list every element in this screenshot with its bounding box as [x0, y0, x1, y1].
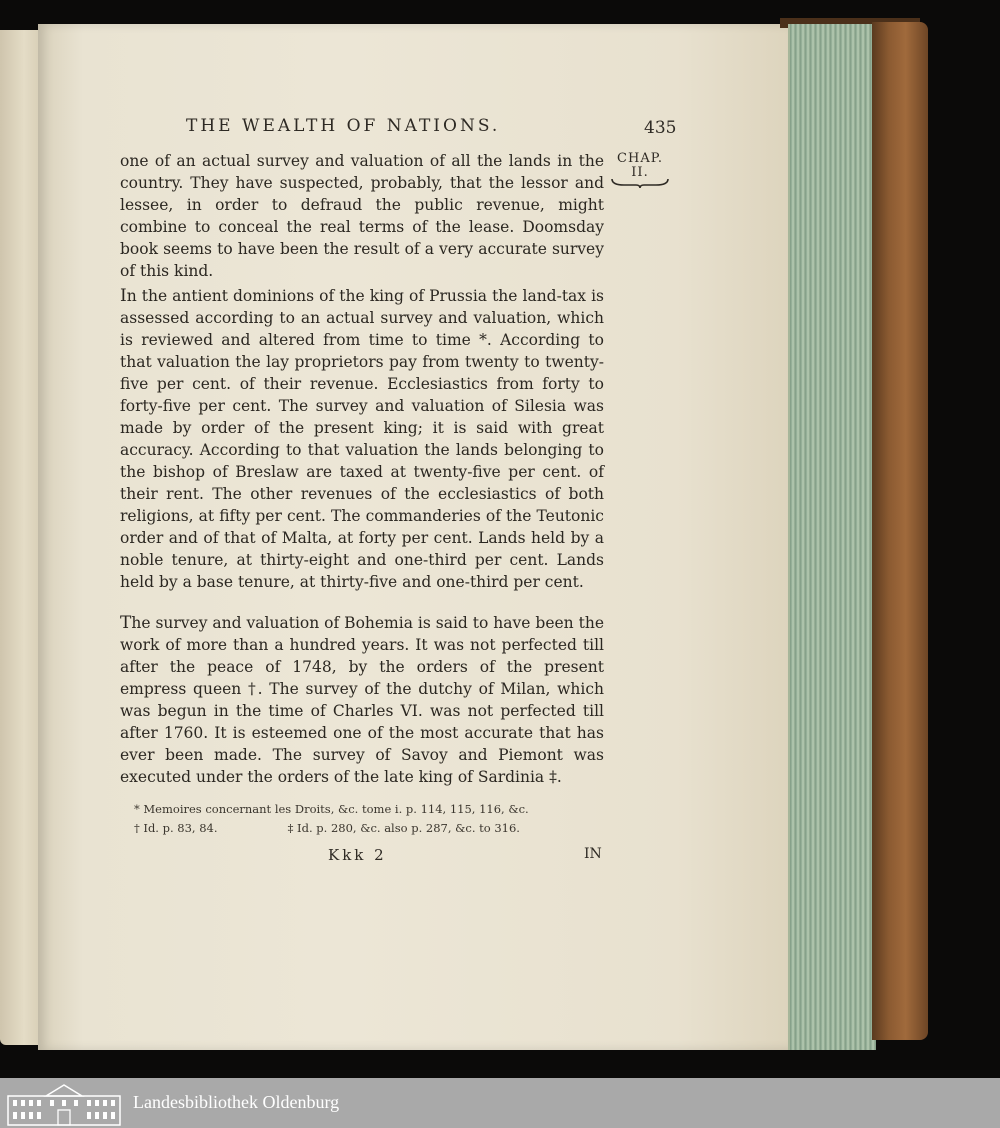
footnote-2: † Id. p. 83, 84. [134, 821, 218, 835]
footnote-line-2 [134, 819, 614, 838]
facing-page-edge [0, 30, 40, 1045]
paragraph-1: one of an actual survey and valuation of all the lands in the country. They have suspected, probably, that the lessor and lessee, in order to defraud the public revenue, might combine to conceal the real terms of the lease. Doomsday book seems to have been the result of a very accurate survey of this kind. [120, 152, 604, 280]
library-building-icon [6, 1082, 122, 1126]
footnotes [134, 800, 614, 838]
margin-note-number: II. [631, 165, 649, 180]
footnote-1: * Memoires concernant les Droits, &c. tome i. p. 114, 115, 116, &c. [134, 802, 529, 816]
library-name: Landesbibliothek Oldenburg [133, 1092, 340, 1112]
footnote-3: ‡ Id. p. 280, &c. also p. 287, &c. to 316. [287, 821, 520, 835]
paragraph-3: The survey and valuation of Bohemia is said to have been the work of more than a hundred years. It was not perfected till after the peace of 1748, by the orders of the present empress queen †. The survey of the dutchy of Milan, which was begun in the time of Charles VI. was not perfected till after 1760. It is esteemed one of the most accurate that has ever been made. The survey of Savoy and Piemont was executed under the orders of the late king of Sardinia ‡. [120, 613, 604, 786]
page-number: 435 [644, 118, 677, 138]
signature-mark: Kkk 2 [328, 846, 387, 864]
book-cover [872, 22, 928, 1040]
page-edges [788, 24, 876, 1050]
brace-icon [610, 176, 670, 188]
margin-note-chap: CHAP. [617, 151, 663, 166]
catchword: IN [584, 846, 602, 862]
paragraph-2: In the antient dominions of the king of Prussia the land-tax is assessed according to an actual survey and valuation, which is reviewed and altered from time to time *. According to that valuation the lay proprietors pay from twenty to twenty-five per cent. of their revenue. Ecclesiastics from forty to forty-five per cent. The survey and valuation of Silesia was made by order of the present king; it is said with great accuracy. According to that valuation the lands belonging to the bishop of Breslaw are taxed at twenty-five per cent. of their rent. The other revenues of the ecclesiastics of both religions, at fifty per cent. The commanderies of the Teutonic order and of that of Malta, at forty per cent. Lands held by a noble tenure, at thirty-eight and one-third per cent. Lands held by a base tenure, at thirty-five and one-third per cent. [120, 286, 604, 591]
running-title: THE WEALTH OF NATIONS. [186, 116, 501, 136]
